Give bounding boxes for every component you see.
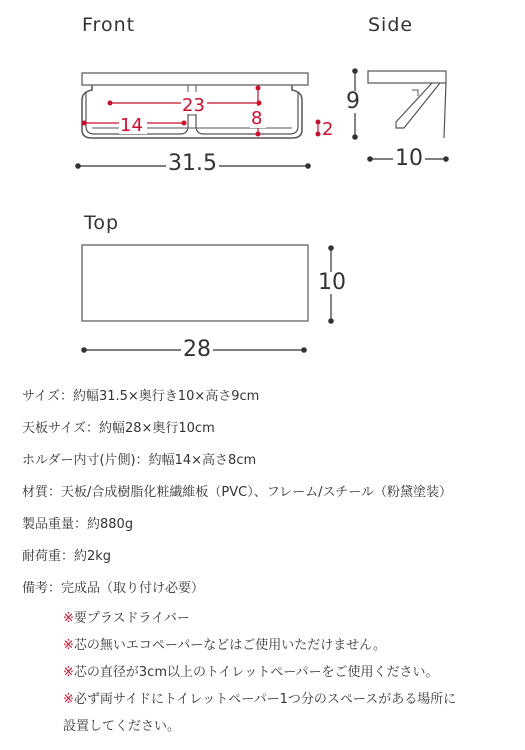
front-width-label: 31.5 [168, 151, 217, 176]
note-mark: ※ [63, 611, 74, 626]
side-view-title: Side [368, 14, 414, 36]
note-item: ※芯の直径が3cm以上のトイレットペーパーをご使用ください。 [63, 665, 439, 680]
top-view-title: Top [84, 212, 120, 234]
note-continuation: 設置してください。 [63, 719, 181, 734]
side-height-label: 9 [346, 89, 360, 114]
spec-remarks: 備考：完成品（取り付け必要） [22, 581, 205, 596]
top-width-label: 28 [183, 337, 211, 362]
side-depth-label: 10 [395, 146, 423, 171]
spec-top-plate-size: 天板サイズ：約幅28×奥行10cm [22, 421, 215, 436]
lip-label: 2 [322, 119, 334, 140]
spec-size: サイズ：約幅31.5×奥行き10×高さ9cm [22, 389, 260, 404]
front-view-title: Front [82, 14, 136, 36]
holder-height-label: 8 [251, 108, 263, 129]
spec-material: 材質：天板/合成樹脂化粧繊維板（PVC）、フレーム/スチール（粉黛塗装） [22, 485, 453, 500]
note-item: ※芯の無いエコペーパーなどはご使用いただけません。 [63, 638, 387, 653]
note-mark: ※ [63, 638, 74, 653]
top-depth-label: 10 [318, 270, 346, 295]
holder-width-label: 14 [120, 115, 143, 136]
note-mark: ※ [63, 692, 74, 707]
holder-span-label: 23 [182, 95, 205, 116]
spec-load-capacity: 耐荷重：約2kg [22, 549, 112, 564]
note-item: ※要プラスドライバー [63, 611, 190, 626]
spec-weight: 製品重量：約880g [22, 517, 134, 532]
note-mark: ※ [63, 665, 74, 680]
spec-holder-inner-size: ホルダー内寸(片側)：約幅14×高さ8cm [22, 453, 257, 468]
note-item: ※必ず両サイドにトイレットペーパー1つ分のスペースがある場所に [63, 692, 457, 707]
